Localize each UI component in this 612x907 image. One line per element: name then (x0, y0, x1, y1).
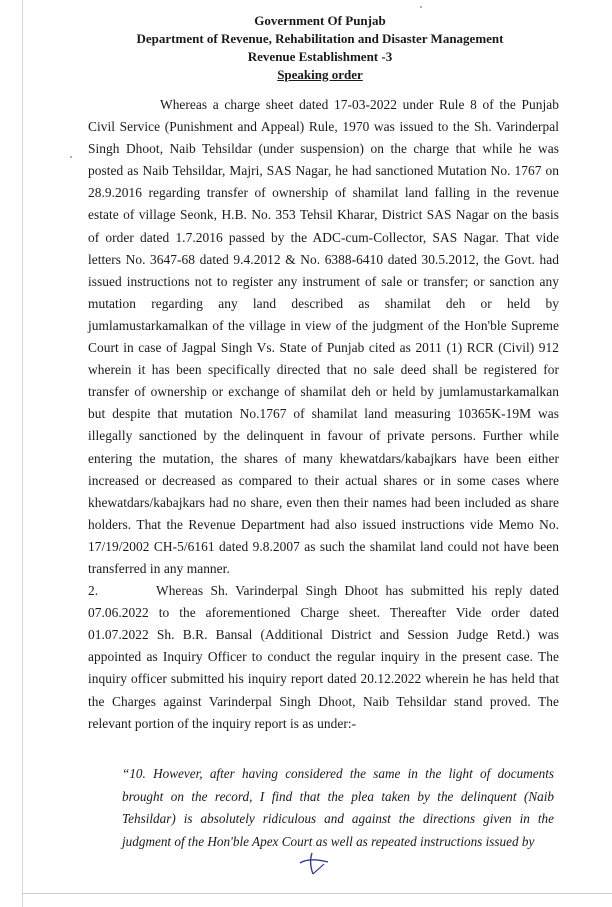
paragraph-2-number: 2. (88, 583, 99, 599)
document-header (60, 12, 580, 84)
initials-signature-icon (296, 850, 332, 876)
header-government: Government Of Punjab (254, 13, 386, 28)
paragraph-1: Whereas a charge sheet dated 17-03-2022 under Rule 8 of the Punjab Civil Service (Punishment and Appeal) Rule, 1970 was issued to the Sh. Varinderpal Singh Dhoot, Naib Tehsildar (under suspension) on the charge that while he was posted as Naib Tehsildar, Majri, SAS Nagar, he had sanctioned Mutation No. 1767 on 28.9.2016 regarding transfer of ownership of shamilat land falling in the revenue estate of village Seonk, H.B. No. 353 Tehsil Kharar, District SAS Nagar on the basis of order dated 1.7.2016 passed by the ADC-cum-Collector, SAS Nagar. That vide letters No. 3647-68 dated 9.4.2012 & No. 6388-6410 dated 30.5.2012, the Govt. had issued instructions not to register any instrument of sale or transfer; or sanction any mutation regarding any land described as shamilat deh or held by jumlamustarkamalkan of the village in view of the judgment of the Hon'ble Supreme Court in case of Jagpal Singh Vs. State of Punjab cited as 2011 (1) RCR (Civil) 912 wherein it has been specifically directed that no sale deed shall be registered for transfer of ownership or exchange of shamilat deh or held by jumlamustarkamalkan but despite that mutation No.1767 of shamilat land measuring 10365K-19M was illegally sanctioned by the delinquent in favour of private persons. Further while entering the mutation, the shares of many khewatdars/kabajkars have been either increased or decreased as compared to their actual shares or in some cases where khewatdars/kabajkars had no share, even then their names had been included as share holders. That the Revenue Department had also issued instructions vide Memo No. 17/19/2002 CH-5/6161 dated 9.8.2007 as such the shamilat land could not have been transferred in any manner. (88, 97, 559, 576)
paragraph-2 (88, 580, 559, 735)
page-left-edge (22, 0, 23, 907)
document-body (88, 94, 559, 735)
header-establishment: Revenue Establishment -3 (247, 49, 393, 64)
document-title: Speaking order (277, 67, 363, 82)
page-bottom-edge (22, 893, 612, 894)
paragraph-2-text: Whereas Sh. Varinderpal Singh Dhoot has submitted his reply dated 07.06.2022 to the aforementioned Charge sheet. Thereafter Vide order dated 01.07.2022 Sh. B.R. Bansal (Additional District and Session Judge Retd.) was appointed as Inquiry Officer to conduct the regular inquiry in the present case. The inquiry officer submitted his inquiry report dated 20.12.2022 wherein he has held that the Charges against Varinderpal Singh Dhoot, Naib Tehsildar stand proved. The relevant portion of the inquiry report is as under:- (88, 583, 559, 731)
scan-speck (70, 156, 72, 158)
inquiry-report-quote: “10. However, after having considered the same in the light of documents brought on the record, I find that the plea taken by the delinquent (Naib Tehsildar) is absolutely ridiculous and against the directions given in the judgment of the Hon'ble Apex Court as well as repeated instructions issued by (122, 766, 554, 849)
scan-speck (420, 6, 422, 8)
header-department: Department of Revenue, Rehabilitation and Disaster Management (136, 31, 504, 46)
